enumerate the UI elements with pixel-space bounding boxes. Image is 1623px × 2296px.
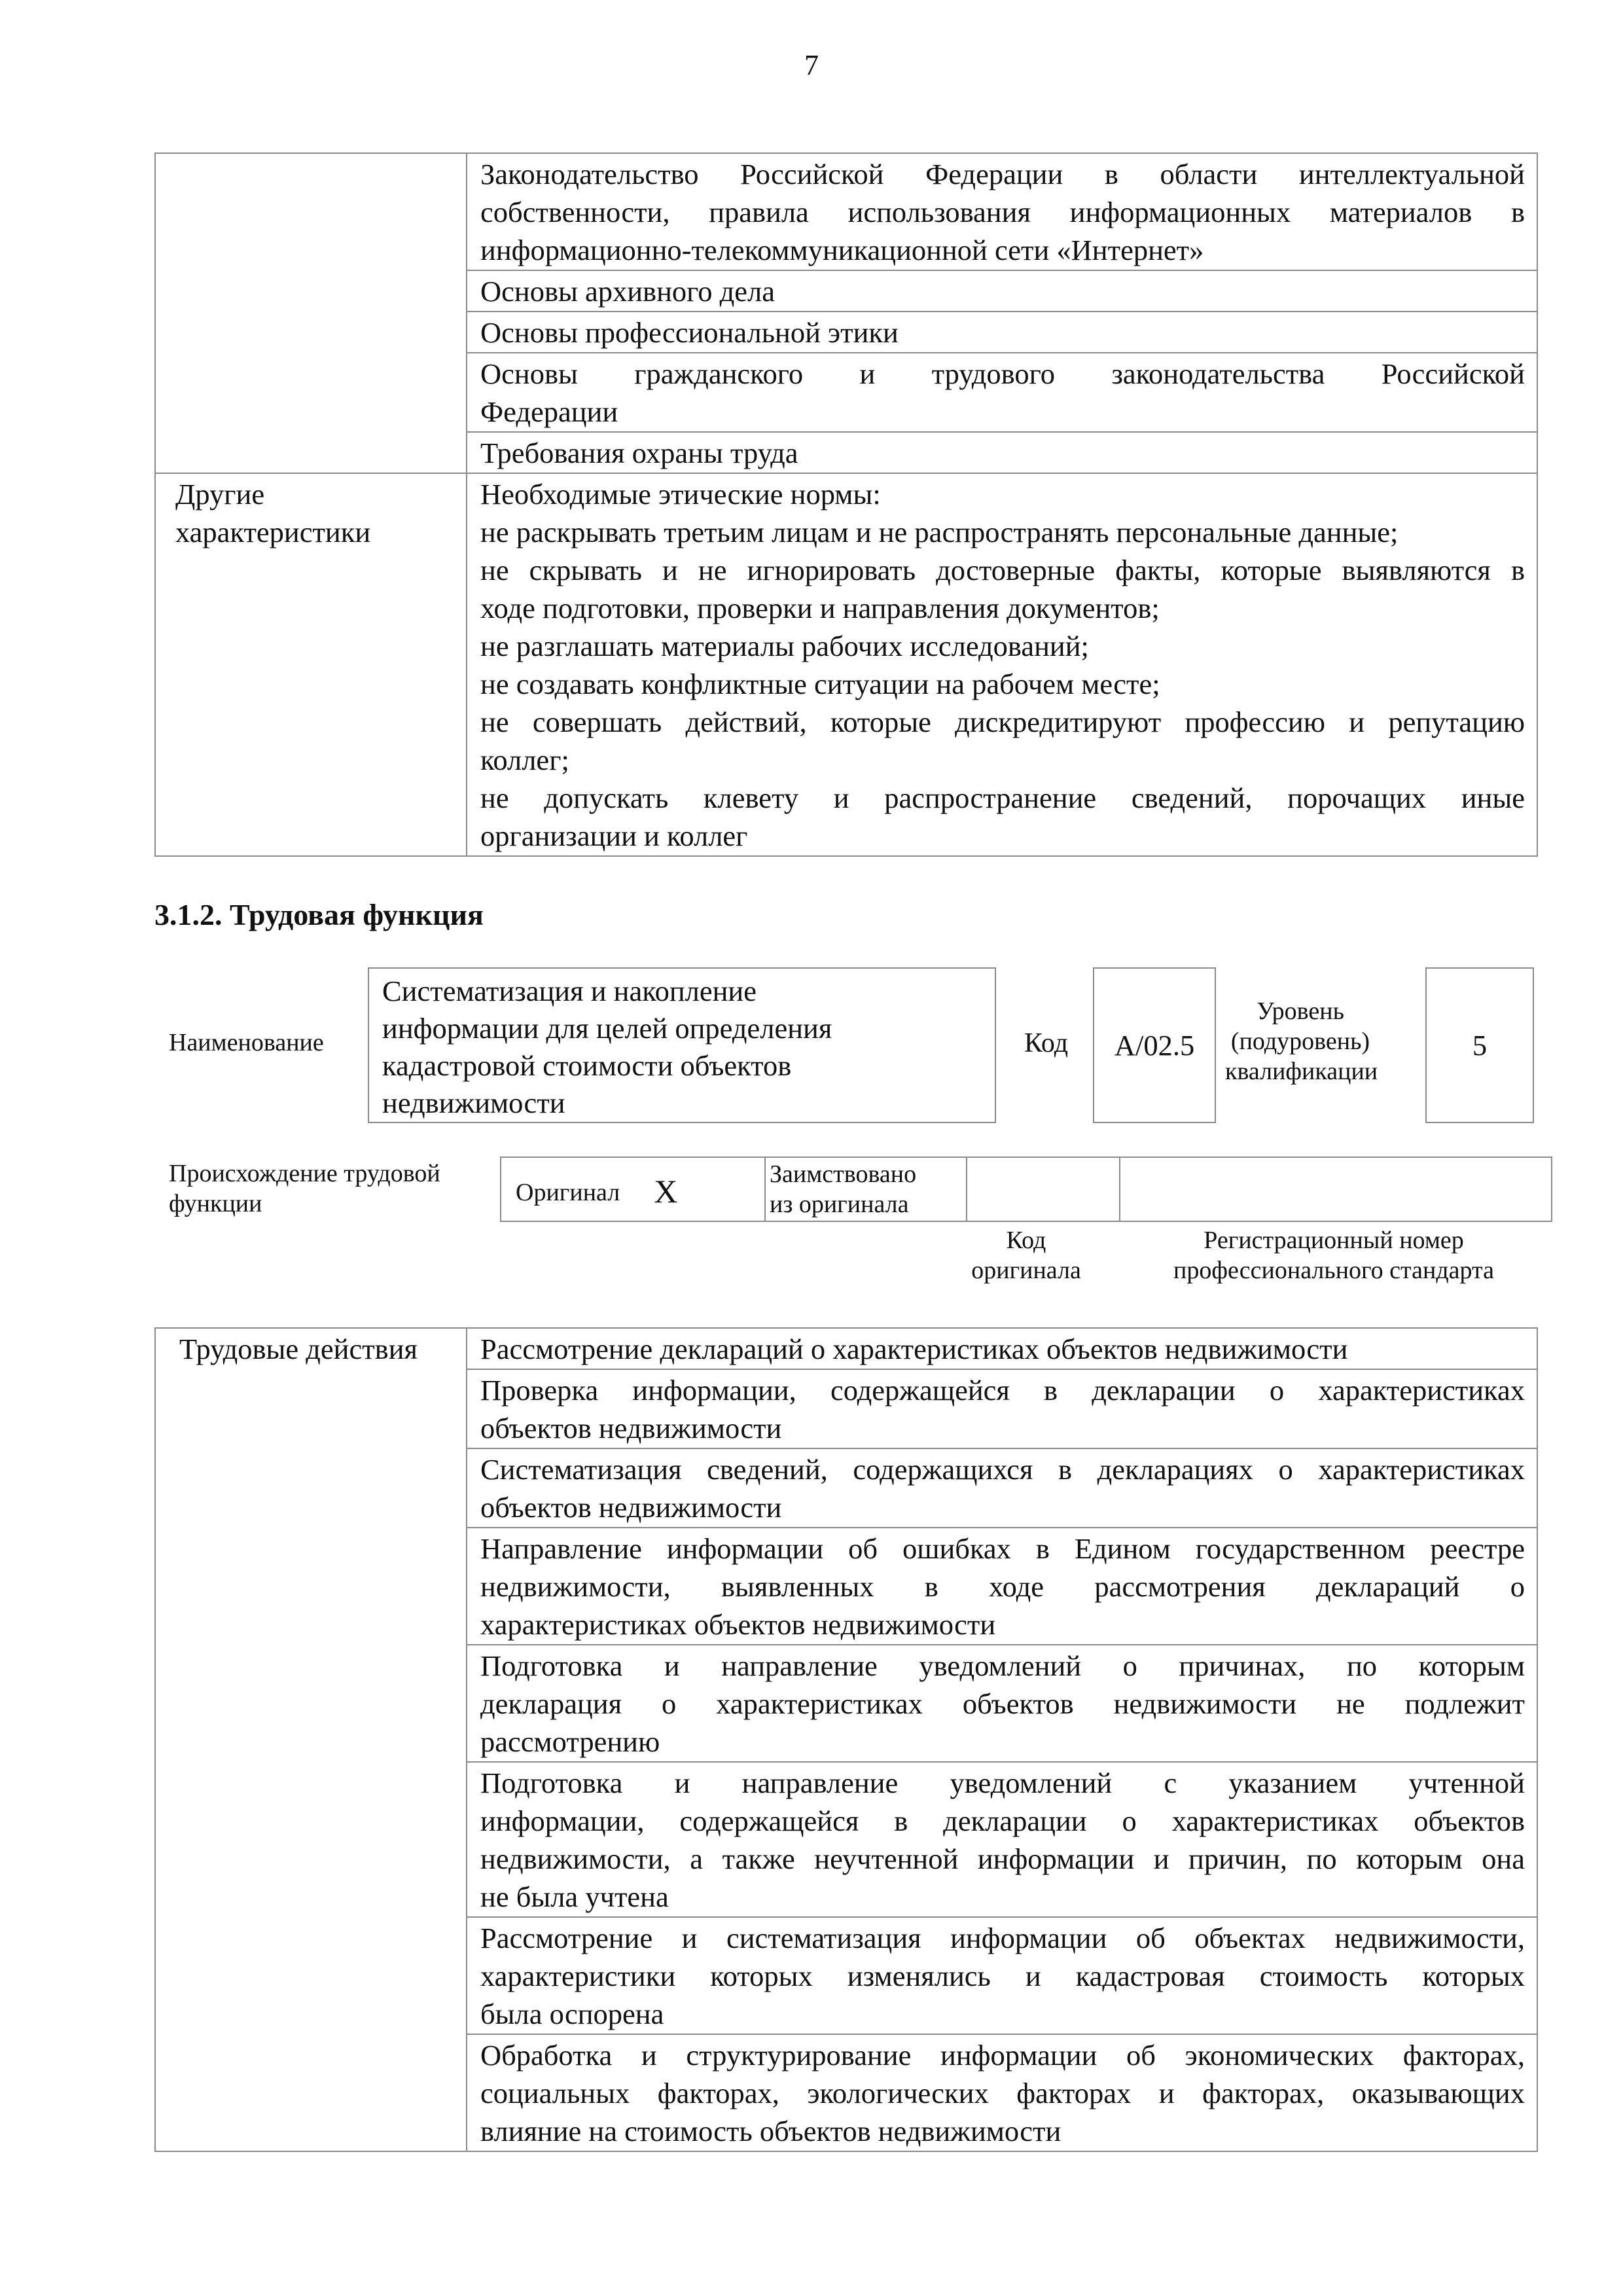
- ethics-line: не совершать действий, которые дискредитируют профессию и репутацию: [480, 706, 1525, 738]
- function-name-line: недвижимости: [382, 1086, 565, 1119]
- ethics-line: не скрывать и не игнорировать достоверные факты, которые выявляются в: [480, 554, 1525, 586]
- name-label: Наименование: [169, 1029, 324, 1056]
- other-characteristics-cell: [467, 473, 1537, 856]
- knowledge-line: Основы профессиональной этики: [480, 316, 899, 349]
- ethics-line: организации и коллег: [480, 819, 748, 852]
- registration-number-caption: [1131, 1225, 1537, 1285]
- borrowed-cell: [765, 1157, 967, 1221]
- knowledge-line: Основы архивного дела: [480, 275, 775, 308]
- knowledge-cell: [467, 270, 1537, 312]
- labor-action-line: Обработка и структурирование информации об экономических факторах,: [480, 2039, 1525, 2072]
- origin-label-line: функции: [169, 1190, 262, 1217]
- knowledge-line: Федерации: [480, 395, 618, 428]
- original-code-cell: [967, 1157, 1120, 1221]
- knowledge-cell: [467, 432, 1537, 473]
- section-title: 3.1.2. Трудовая функция: [154, 898, 484, 931]
- origin-label-line: Происхождение трудовой: [169, 1160, 440, 1187]
- labor-action-line: рассмотрению: [480, 1725, 660, 1758]
- original-cell: [501, 1157, 765, 1221]
- knowledge-line: Требования охраны труда: [480, 437, 798, 469]
- label-line: характеристики: [175, 516, 371, 548]
- ethics-line: не допускать клевету и распространение сведений, порочащих иные: [480, 781, 1525, 814]
- function-name-box: [368, 967, 996, 1123]
- knowledge-table: [154, 152, 1538, 857]
- labor-action-line: объектов недвижимости: [480, 1491, 782, 1524]
- labor-action-cell: [467, 1917, 1537, 2034]
- labor-action-line: влияние на стоимость объектов недвижимости: [480, 2115, 1061, 2147]
- labor-action-line: Проверка информации, содержащейся в декларации о характеристиках: [480, 1374, 1525, 1407]
- knowledge-line: Законодательство Российской Федерации в области интеллектуальной: [480, 158, 1525, 190]
- original-label: Оригинал: [516, 1179, 620, 1206]
- original-mark: X: [654, 1173, 678, 1210]
- level-label: [1225, 996, 1376, 1086]
- labor-action-line: информации, содержащейся в декларации о характеристиках объектов: [480, 1804, 1525, 1837]
- registration-number-cell: [1120, 1157, 1552, 1221]
- knowledge-line: информационно-телекоммуникационной сети «Интернет»: [480, 234, 1204, 266]
- table-row: [155, 153, 1537, 270]
- ethics-line: не раскрывать третьим лицам и не распространять персональные данные;: [480, 516, 1399, 548]
- labor-action-line: социальных факторах, экологических факторах и факторах, оказывающих: [480, 2077, 1525, 2109]
- caption-line: Код: [1006, 1227, 1046, 1254]
- labor-action-line: Направление информации об ошибках в Едином государственном реестре: [480, 1532, 1525, 1565]
- labor-actions-table: [154, 1327, 1538, 2152]
- labor-action-cell: [467, 1528, 1537, 1645]
- labor-action-line: Рассмотрение деклараций о характеристиках объектов недвижимости: [480, 1333, 1348, 1365]
- borrowed-label-line: Заимствовано: [770, 1160, 917, 1188]
- level-value: 5: [1472, 1029, 1488, 1062]
- labor-action-cell: [467, 1328, 1537, 1369]
- labor-actions-label: [155, 1328, 467, 2151]
- table-row: [155, 473, 1537, 856]
- code-value: А/02.5: [1114, 1029, 1195, 1062]
- labor-action-line: недвижимости, выявленных в ходе рассмотрения деклараций о: [480, 1570, 1525, 1603]
- labor-action-line: характеристики которых изменялись и кадастровая стоимость которых: [480, 1960, 1525, 1992]
- original-code-caption: [961, 1225, 1092, 1285]
- ethics-line: не разглашать материалы рабочих исследований;: [480, 630, 1089, 662]
- level-label-line: (подуровень): [1230, 1028, 1370, 1055]
- labor-action-line: Подготовка и направление уведомлений о причинах, по которым: [480, 1649, 1525, 1682]
- labor-action-line: Подготовка и направление уведомлений с указанием учтенной: [480, 1767, 1525, 1799]
- code-label: Код: [1024, 1028, 1069, 1058]
- function-name-line: кадастровой стоимости объектов: [382, 1049, 792, 1082]
- caption-line: оригинала: [971, 1257, 1081, 1284]
- origin-label: [169, 1158, 440, 1219]
- labor-action-line: Рассмотрение и систематизация информации об объектах недвижимости,: [480, 1922, 1525, 1954]
- labor-actions-label-text: Трудовые действия: [179, 1333, 418, 1365]
- labor-action-cell: [467, 1762, 1537, 1917]
- function-name-line: информации для целей определения: [382, 1012, 832, 1045]
- origin-table: [500, 1157, 1552, 1222]
- labor-action-line: была оспорена: [480, 1998, 664, 2030]
- knowledge-line: Основы гражданского и трудового законодательства Российской: [480, 357, 1525, 390]
- labor-action-line: Систематизация сведений, содержащихся в декларациях о характеристиках: [480, 1453, 1525, 1486]
- labor-action-line: характеристиках объектов недвижимости: [480, 1608, 996, 1641]
- labor-action-line: декларация о характеристиках объектов недвижимости не подлежит: [480, 1687, 1525, 1720]
- label-line: Другие: [175, 478, 265, 511]
- other-characteristics-label: [155, 473, 467, 856]
- labor-action-line: объектов недвижимости: [480, 1412, 782, 1444]
- labor-action-cell: [467, 1645, 1537, 1762]
- ethics-line: не создавать конфликтные ситуации на рабочем месте;: [480, 668, 1160, 700]
- knowledge-cell: [467, 153, 1537, 270]
- empty-label-cell: [155, 153, 467, 473]
- code-value-box: [1093, 967, 1216, 1123]
- caption-line: профессионального стандарта: [1173, 1257, 1494, 1284]
- table-row: [155, 1328, 1537, 1369]
- function-name-line: Систематизация и накопление: [382, 975, 757, 1007]
- level-value-box: [1425, 967, 1534, 1123]
- ethics-line: ходе подготовки, проверки и направления документов;: [480, 592, 1160, 624]
- level-label-line: квалификации: [1225, 1058, 1378, 1085]
- ethics-line: коллег;: [480, 744, 569, 776]
- level-label-line: Уровень: [1257, 997, 1344, 1025]
- ethics-line: Необходимые этические нормы:: [480, 478, 881, 511]
- labor-action-line: недвижимости, а также неучтенной информации и причин, по которым она: [480, 1842, 1525, 1875]
- knowledge-cell: [467, 353, 1537, 432]
- borrowed-label-line: из оригинала: [770, 1191, 909, 1218]
- labor-action-cell: [467, 1369, 1537, 1448]
- knowledge-cell: [467, 312, 1537, 353]
- caption-line: Регистрационный номер: [1204, 1227, 1464, 1254]
- labor-action-cell: [467, 2034, 1537, 2151]
- page-number: 7: [804, 49, 819, 81]
- knowledge-line: собственности, правила использования информационных материалов в: [480, 196, 1525, 228]
- labor-action-line: не была учтена: [480, 1880, 669, 1913]
- labor-action-cell: [467, 1448, 1537, 1528]
